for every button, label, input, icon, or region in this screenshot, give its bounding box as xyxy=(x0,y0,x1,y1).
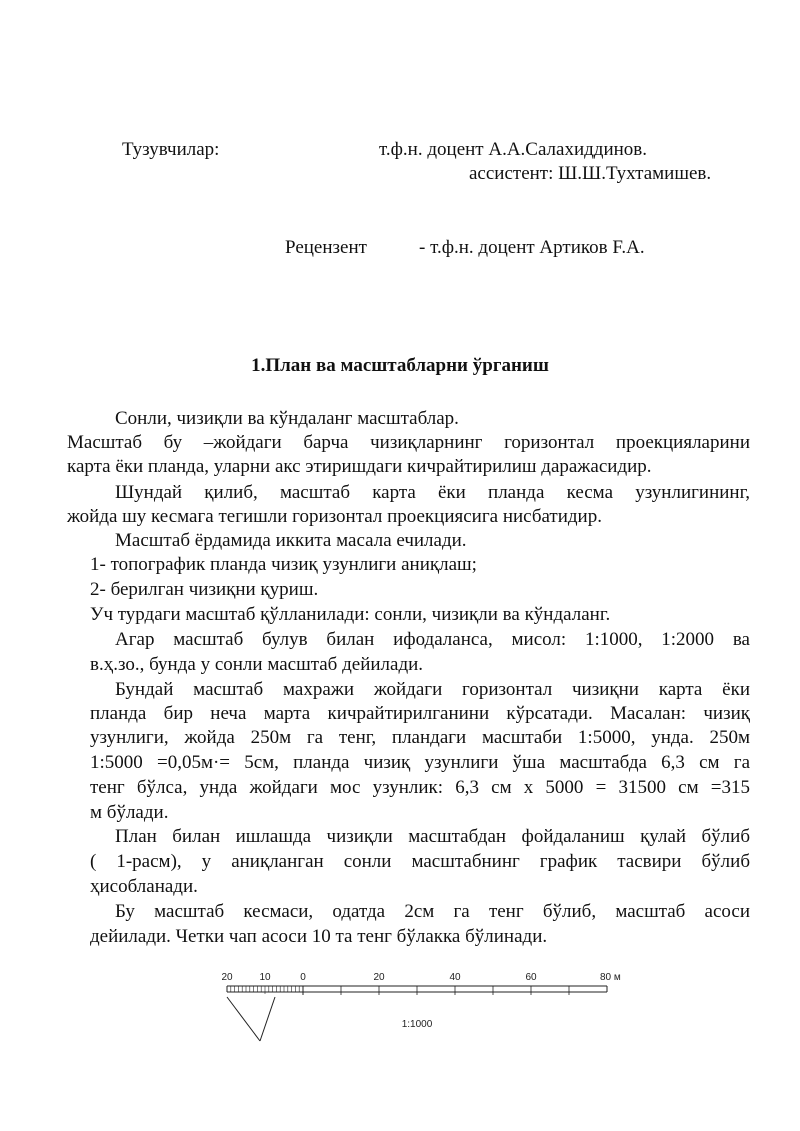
scale-tick-labels xyxy=(221,972,620,983)
list-item: 1- топографик планда чизиқ узунлиги аниқлаш; xyxy=(90,554,477,575)
body-line: ( 1-расм), у аниқланган сонли масштабнинг график тасвири бўлиб xyxy=(90,851,750,872)
compilers-label: Тузувчилар: xyxy=(122,139,220,160)
body-line: тенг бўлса, унда жойдаги мос узунлик: 6,3 см х 5000 = 31500 см =315 xyxy=(90,777,750,798)
tick-label-20-left: 20 xyxy=(221,972,233,983)
caliper-lines xyxy=(227,997,275,1041)
tick-label-0: 0 xyxy=(300,972,306,983)
body-line: Уч турдаги масштаб қўлланилади: сонли, чизиқли ва кўндаланг. xyxy=(90,604,611,625)
list-item: 2- берилган чизиқни қуриш. xyxy=(90,579,319,600)
body-line: Масштаб бу –жойдаги барча чизиқларнинг горизонтал проекцияларини xyxy=(67,432,750,453)
tick-label-40: 40 xyxy=(449,972,461,983)
scale-caption: 1:1000 xyxy=(401,1019,433,1030)
section-title: 1.План ва масштабларни ўрганиш xyxy=(251,355,549,376)
compiler-1: т.ф.н. доцент А.А.Салахиддинов. xyxy=(379,139,648,160)
body-line: Шундай қилиб, масштаб карта ёки планда кесма узунлигининг, xyxy=(115,482,750,503)
body-line: узунлиги, жойда 250м га тенг, пландаги масштаби 1:5000, унда. 250м xyxy=(90,727,750,748)
body-line: карта ёки планда, уларни акс этиришдаги кичрайтирилиш даражасидир. xyxy=(67,456,652,477)
reviewer-name: - т.ф.н. доцент Артиков F.А. xyxy=(419,237,645,258)
body-line: дейилади. Четки чап асоси 10 та тенг бўлакка бўлинади. xyxy=(90,926,548,947)
tick-label-60: 60 xyxy=(525,972,537,983)
body-line: Бу масштаб кесмаси, одатда 2см га тенг бўлиб, масштаб асоси xyxy=(115,901,750,922)
body-line: жойда шу кесмага тегишли горизонтал проекциясига нисбатидир. xyxy=(67,506,602,527)
body-line: 1:5000 =0,05м·= 5см, планда чизиқ узунлиги ўша масштабда 6,3 см га xyxy=(90,752,750,773)
tick-label-20: 20 xyxy=(373,972,385,983)
scale-bar xyxy=(227,986,607,995)
tick-label-80m: 80 м xyxy=(600,972,621,983)
body-line: ҳисобланади. xyxy=(90,876,198,897)
body-line: Бундай масштаб махражи жойдаги горизонтал чизиқни карта ёки xyxy=(115,679,750,700)
tick-label-10-left: 10 xyxy=(259,972,271,983)
body-line: Масштаб ёрдамида иккита масала ечилади. xyxy=(115,530,467,551)
linear-scale-figure xyxy=(215,965,635,1045)
body-line: План билан ишлашда чизиқли масштабдан фойдаланиш қулай бўлиб xyxy=(115,826,750,847)
body-line: Сонли, чизиқли ва кўндаланг масштаблар. xyxy=(115,408,459,429)
body-line: Агар масштаб булув билан ифодаланса, мисол: 1:1000, 1:2000 ва xyxy=(115,629,750,650)
body-line: в.ҳ.зо., бунда у сонли масштаб дейилади. xyxy=(90,654,424,675)
compiler-2: ассистент: Ш.Ш.Тухтамишев. xyxy=(469,163,712,184)
body-line: м бўлади. xyxy=(90,802,169,823)
reviewer-label: Рецензент xyxy=(285,237,367,258)
body-line: планда бир неча марта кичрайтирилганини кўрсатади. Масалан: чизиқ xyxy=(90,703,750,724)
